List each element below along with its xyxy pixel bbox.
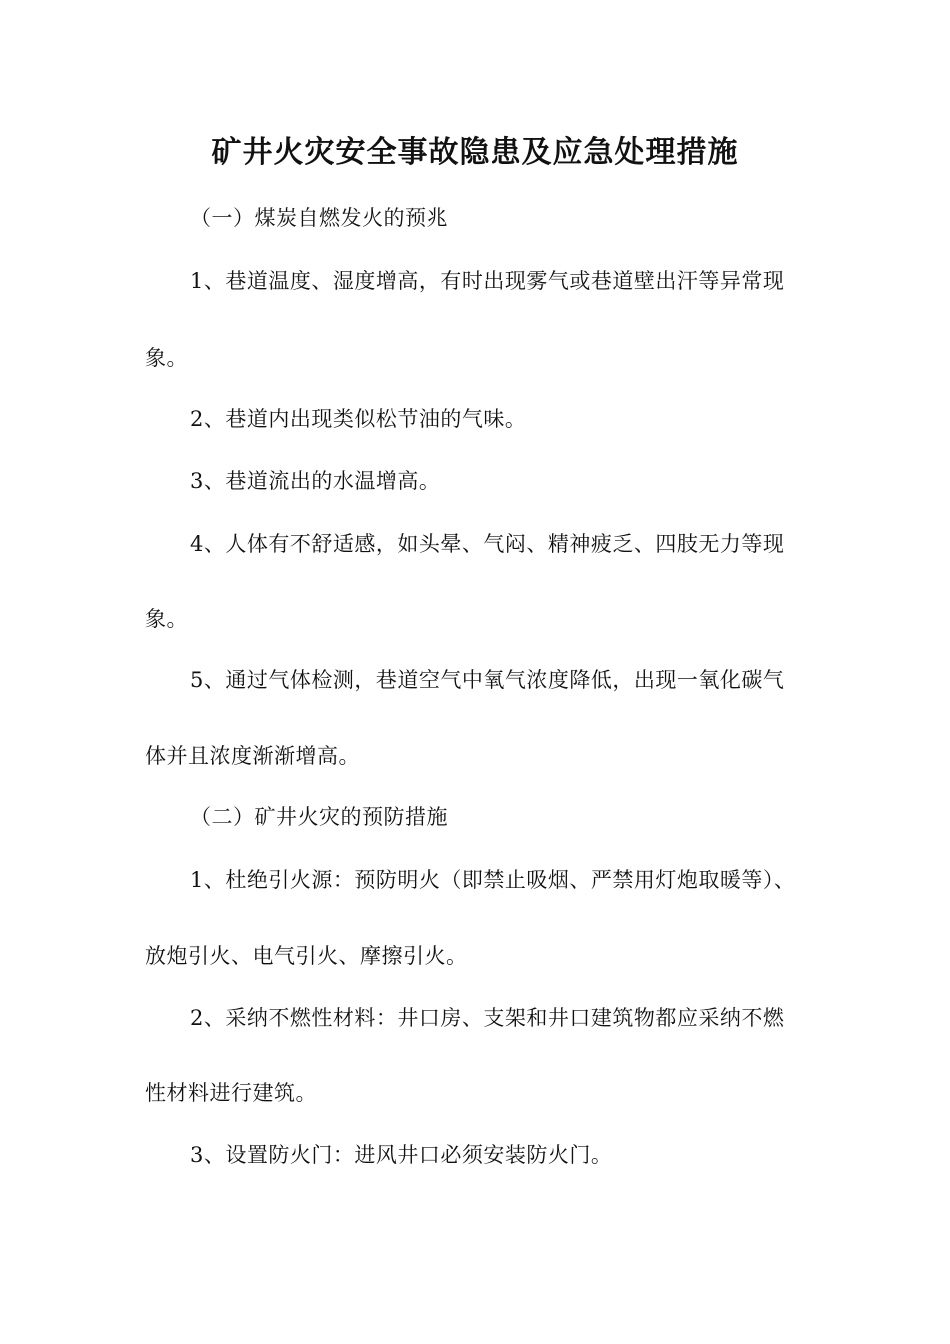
section-heading: （二）矿井火灾的预防措施 bbox=[190, 805, 448, 829]
paragraph-line: 2、巷道内出现类似松节油的气味。 bbox=[190, 407, 527, 431]
paragraph-line: 性材料进行建筑。 bbox=[145, 1081, 317, 1105]
paragraph-line: 1、杜绝引火源：预防明火（即禁止吸烟、严禁用灯炮取暖等）、 bbox=[190, 868, 796, 892]
paragraph-line: 2、采纳不燃性材料：井口房、支架和井口建筑物都应采纳不燃 bbox=[190, 1006, 785, 1030]
paragraph-line: 3、巷道流出的水温增高。 bbox=[190, 469, 441, 493]
paragraph-line: 1、巷道温度、湿度增高，有时出现雾气或巷道壁出汗等异常现 bbox=[190, 269, 785, 293]
paragraph-line: 3、设置防火门：进风井口必须安装防火门。 bbox=[190, 1143, 613, 1167]
document-title: 矿井火灾安全事故隐患及应急处理措施 bbox=[211, 135, 739, 170]
paragraph-line: 5、通过气体检测，巷道空气中氧气浓度降低，出现一氧化碳气 bbox=[190, 668, 785, 692]
paragraph-line: 放炮引火、电气引火、摩擦引火。 bbox=[145, 944, 468, 968]
paragraph-line: 象。 bbox=[145, 346, 188, 370]
paragraph-line: 体并且浓度渐渐增高。 bbox=[145, 744, 360, 768]
paragraph-line: 4、人体有不舒适感，如头晕、气闷、精神疲乏、四肢无力等现 bbox=[190, 532, 785, 556]
section-heading: （一）煤炭自燃发火的预兆 bbox=[190, 206, 448, 230]
paragraph-line: 象。 bbox=[145, 607, 188, 631]
